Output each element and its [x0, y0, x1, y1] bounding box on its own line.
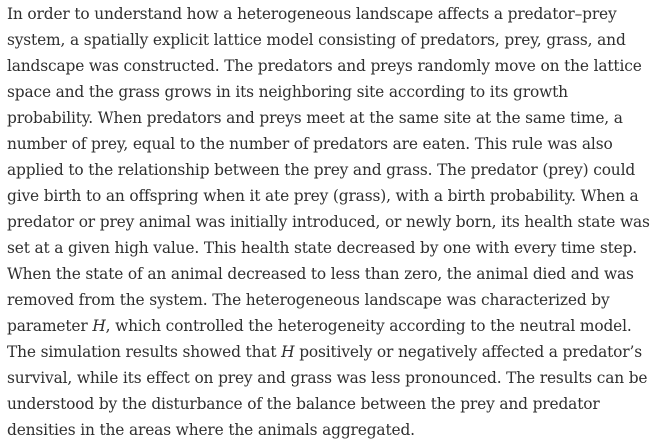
abstract-line: [7, 313, 651, 339]
text-run: The simulation results showed that: [7, 343, 282, 361]
text-run: give birth to an offspring when it ate prey (grass), with a birth probability. When a: [7, 187, 639, 205]
text-run: set at a given high value. This health state decreased by one with every time step.: [7, 239, 638, 257]
text-run: parameter: [7, 317, 93, 335]
abstract-line: [7, 79, 651, 105]
text-run: understood by the disturbance of the balance between the prey and predator: [7, 395, 600, 413]
text-run: system, a spatially explicit lattice model consisting of predators, prey, grass, and: [7, 31, 626, 49]
text-run: applied to the relationship between the prey and grass. The predator (prey) could: [7, 161, 636, 179]
abstract-line: [7, 417, 651, 443]
text-run: predator or prey animal was initially introduced, or newly born, its health state was: [7, 213, 650, 231]
text-run: survival, while its effect on prey and grass was less pronounced. The results can be: [7, 369, 648, 387]
abstract-line: [7, 131, 651, 157]
italic-parameter: H: [281, 343, 295, 361]
abstract-line: [7, 339, 651, 365]
abstract-line: [7, 235, 651, 261]
abstract-line: [7, 53, 651, 79]
abstract-line: [7, 365, 651, 391]
abstract-line: [7, 287, 651, 313]
abstract-line: [7, 391, 651, 417]
abstract-line: [7, 27, 651, 53]
text-run: In order to understand how a heterogeneous landscape affects a predator–prey: [7, 5, 617, 23]
abstract-paragraph: [7, 1, 651, 443]
text-run: densities in the areas where the animals aggregated.: [7, 421, 415, 439]
text-run: probability. When predators and preys meet at the same site at the same time, a: [7, 109, 623, 127]
text-run: space and the grass grows in its neighboring site according to its growth: [7, 83, 568, 101]
text-run: number of prey, equal to the number of predators are eaten. This rule was also: [7, 135, 613, 153]
abstract-line: [7, 105, 651, 131]
text-run: removed from the system. The heterogeneous landscape was characterized by: [7, 291, 610, 309]
text-run: positively or negatively affected a predator’s: [294, 343, 642, 361]
abstract-line: [7, 157, 651, 183]
abstract-line: [7, 261, 651, 287]
abstract-line: [7, 209, 651, 235]
text-run: , which controlled the heterogeneity according to the neutral model.: [105, 317, 632, 335]
abstract-line: [7, 1, 651, 27]
abstract-line: [7, 183, 651, 209]
italic-parameter: H: [92, 317, 106, 335]
text-run: When the state of an animal decreased to less than zero, the animal died and was: [7, 265, 634, 283]
text-run: landscape was constructed. The predators and preys randomly move on the lattice: [7, 57, 642, 75]
